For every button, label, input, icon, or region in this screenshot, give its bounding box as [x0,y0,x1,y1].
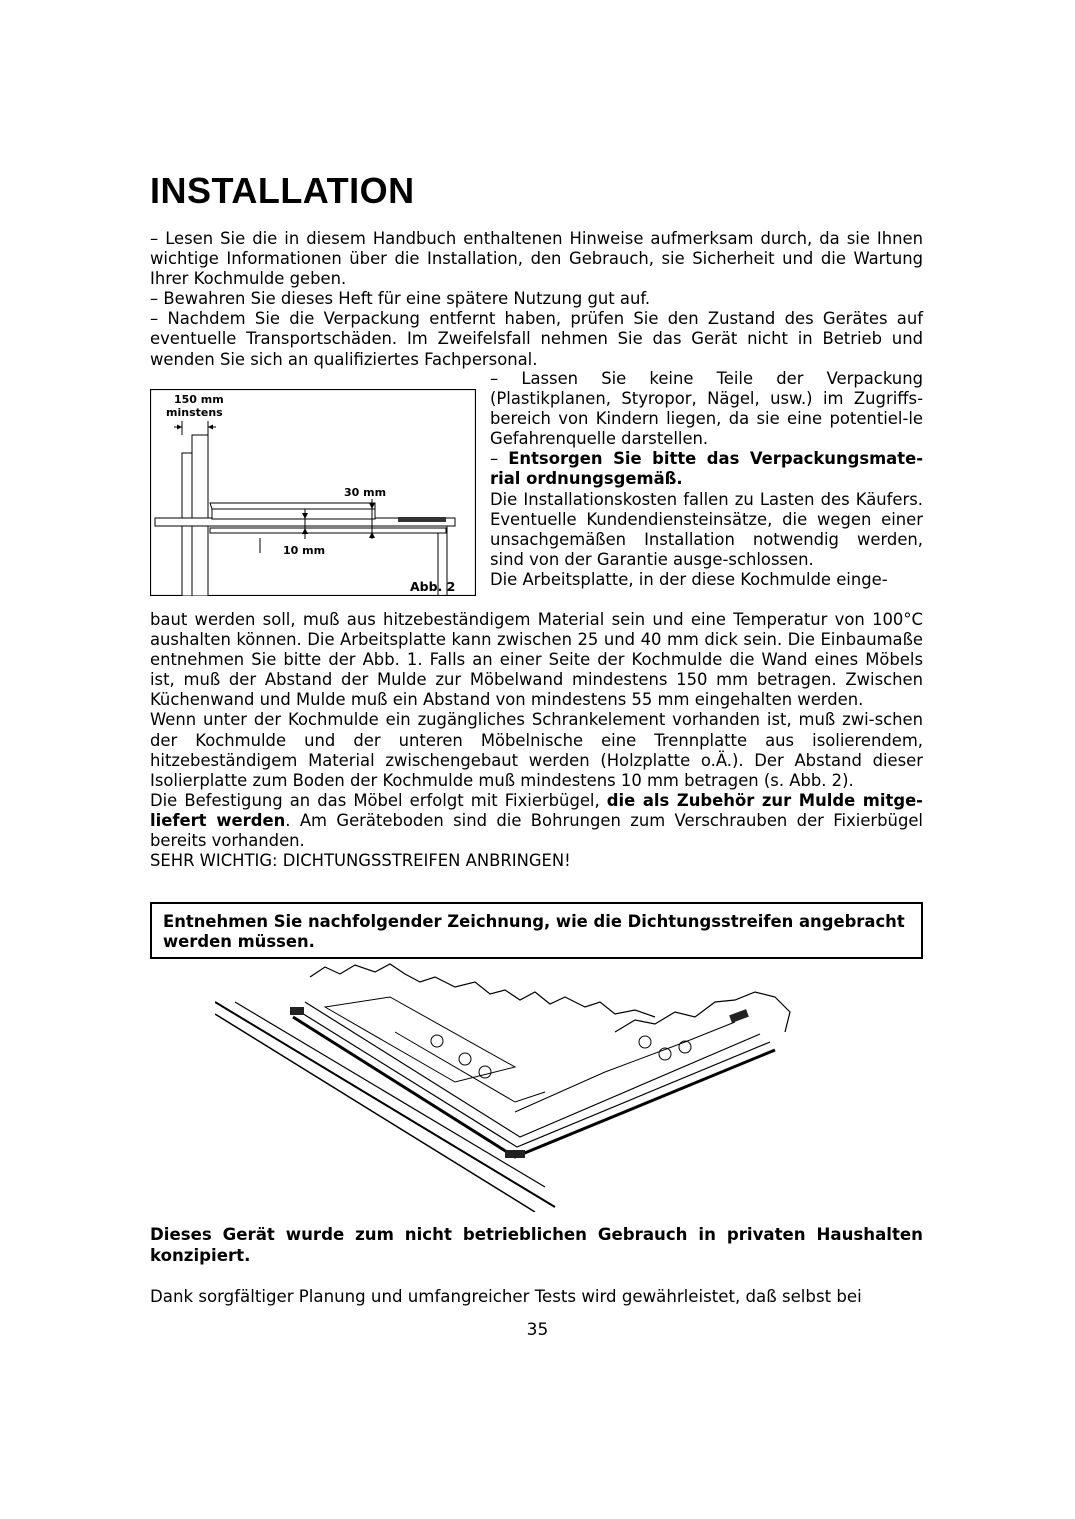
hob-panel [515,1022,735,1112]
important-line: SEHR WICHTIG: DICHTUNGSSTREIFEN ANBRINGEN! [150,851,571,871]
worktop-edge [215,1002,555,1207]
worktop-paragraph-start: Die Arbeitsplatte, in der diese Kochmulde einge- [490,569,888,589]
gasket-drawing [215,962,815,1212]
figure-abb-2 [150,389,476,596]
wrapped-text [490,369,923,590]
intro-paragraph: – Lesen Sie die in diesem Handbuch enthaltenen Hinweise aufmerksam durch, da sie Ihnen wichtige Informationen über die Installation, den Gebrauch, sie Sicherheit und die Wartung Ihrer Kochmulde geben. [150,229,923,289]
cutaway-edge [310,964,655,1017]
intro-paragraph: – Bewahren Sie dieses Heft für eine spätere Nutzung gut auf. [150,289,651,309]
gasket [398,517,446,522]
hob-panel [395,1032,545,1102]
hob-edge [297,1010,770,1147]
label-150mm: 150 mm [174,393,224,406]
intro-text [150,229,923,370]
figure-caption: Abb. 2 [410,579,456,594]
worktop-paragraph: baut werden soll, muß aus hitzebeständigem Material sein und eine Temperatur von 100°C aushalten können. Die Arbeitsplatte kann zwischen 25 und 40 mm dick sein. Die Einbaumaße entnehmen Sie bitte der Abb. 1. Falls an einer Seite der Kochmulde die Wand eines Möbels ist, muß der Abstand der Mulde zur Möbelwand mindestens 150 mm betragen. Zwischen Küchenwand und Mulde muß ein Abstand von mindestens 55 mm eingehalten werden. [150,610,923,710]
cabinet-side [192,435,208,596]
intro-paragraph: – Nachdem Sie die Verpackung entfernt haben, prüfen Sie den Zustand des Gerätes auf eventuelle Transportschäden. Im Zweifelsfall nehmen Sie das Gerät nicht in Betrieb und wenden Sie sich an qualifiziertes Fachpersonal. [150,309,923,369]
packaging-paragraph: – Lassen Sie keine Teile der Verpackung (Plastikplanen, Styropor, Nägel, usw.) im Zugriffs-bereich von Kindern liegen, da sie eine potentiel-le Gefahrenquelle darstellen. [490,369,923,449]
hole [679,1041,691,1053]
hole [479,1066,491,1078]
hob-top [210,503,375,509]
hob-panel [325,997,515,1082]
label-10mm: 10 mm [283,544,326,557]
boxed-note-text: Entnehmen Sie nachfolgender Zeichnung, wie die Dichtungsstreifen angebracht werden müssen. [163,912,905,951]
label-minstens: minstens [166,406,223,419]
costs-paragraph: Die Installationskosten fallen zu Lasten des Käufers. Eventuelle Kundendiensteinsätze, die wegen einer unsachgemäßen Installation notwendig werden, sind von der Garantie ausge-schlossen. [490,489,923,569]
label-30mm: 30 mm [344,486,387,499]
arrowhead [208,425,213,430]
insulating-plate [210,528,446,533]
gasket-strip [729,1009,749,1023]
gasket-strip [505,1150,525,1158]
hob-edge [305,1002,760,1137]
worktop-edge [215,1014,535,1212]
dispose-paragraph: – Entsorgen Sie bitte das Verpackungsmate-rial ordnungsgemäß. [490,449,923,489]
arrowhead [177,425,182,430]
fixing-paragraph: Die Befestigung an das Möbel erfolgt mit Fixierbügel, die als Zubehör zur Mulde mitge-liefert werden. Am Geräteboden sind die Bohrungen zum Verschrauben der Fixierbügel bereits vorhanden. [150,790,923,851]
hob-body [212,509,375,519]
gasket-strip [290,1007,304,1015]
hole [459,1053,471,1065]
household-notice: Dieses Gerät wurde zum nicht betrieblichen Gebrauch in privaten Haushalten konzipiert. [150,1225,923,1265]
hole [639,1036,651,1048]
continued-text: Dank sorgfältiger Planung und umfangreicher Tests wird gewährleistet, daß selbst bei [150,1287,862,1306]
hob-edge [293,1017,775,1157]
boxed-note [150,902,923,959]
page-number: 35 [526,1320,549,1340]
worktop-edge [235,1002,545,1187]
body-text [150,610,923,871]
hole [431,1035,443,1047]
page-title: INSTALLATION [150,170,415,211]
cabinet-paragraph: Wenn unter der Kochmulde ein zugängliches Schrankelement vorhanden ist, muß zwi-schen der Kochmulde und der unteren Möbelnische eine Trennplatte aus isolierendem, hitzebeständigem Material zwischengebaut werden (Holzplatte o.Ä.). Der Abstand dieser Isolierplatte zum Boden der Kochmulde muß mindestens 10 mm betragen (s. Abb. 2). [150,710,923,790]
